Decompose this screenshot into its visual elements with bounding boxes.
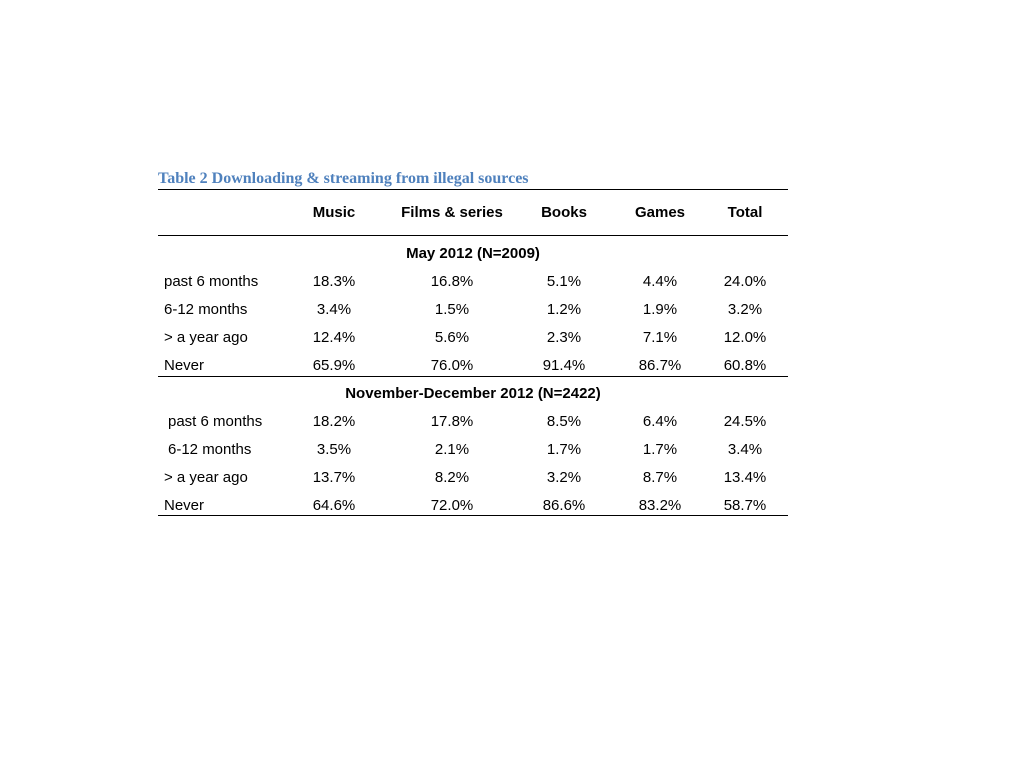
table-cell: 8.5% [546,413,582,430]
header-bottom-rule [158,235,788,236]
section-divider-rule [158,376,788,377]
row-label: past 6 months [168,413,263,430]
table-cell: 3.4% [316,301,352,318]
table-cell: 58.7% [723,497,767,514]
table-cell: 1.7% [546,441,582,458]
table-cell: 86.7% [638,357,682,374]
table-cell: 64.6% [312,497,356,514]
table-cell: 13.4% [723,469,767,486]
table-cell: 7.1% [642,329,678,346]
table-cell: 4.4% [642,273,678,290]
table-row [158,408,788,436]
section-title-may-2012: May 2012 (N=2009) [406,245,540,262]
table-top-rule [158,189,788,190]
table-cell: 76.0% [430,357,474,374]
table-cell: 18.2% [312,413,356,430]
column-header-total: Total [727,204,763,221]
table-cell: 17.8% [430,413,474,430]
table-caption: Table 2 Downloading & streaming from illegal sources [158,170,529,187]
row-label: past 6 months [164,273,259,290]
table-cell: 86.6% [542,497,586,514]
row-label: Never [164,497,205,514]
row-label: 6-12 months [164,301,248,318]
table-row [158,464,788,492]
table-cell: 2.3% [546,329,582,346]
column-header-music: Music [312,204,356,221]
table-cell: 18.3% [312,273,356,290]
table-cell: 91.4% [542,357,586,374]
table-cell: 8.7% [642,469,678,486]
column-header-games: Games [634,204,686,221]
table-cell: 83.2% [638,497,682,514]
row-label: > a year ago [164,469,248,486]
table-cell: 60.8% [723,357,767,374]
table-cell: 1.5% [434,301,470,318]
table-cell: 1.9% [642,301,678,318]
table-cell: 65.9% [312,357,356,374]
table-cell: 72.0% [430,497,474,514]
table-row [158,296,788,324]
section-title-nov-dec-2012: November-December 2012 (N=2422) [345,385,601,402]
table-cell: 2.1% [434,441,470,458]
table-cell: 8.2% [434,469,470,486]
table-cell: 24.0% [723,273,767,290]
table-cell: 16.8% [430,273,474,290]
table-row [158,436,788,464]
table-cell: 3.2% [546,469,582,486]
table-cell: 1.7% [642,441,678,458]
table-cell: 24.5% [723,413,767,430]
table-cell: 5.1% [546,273,582,290]
table-cell: 13.7% [312,469,356,486]
header-row [158,199,788,227]
table-cell: 3.2% [727,301,763,318]
table-cell: 6.4% [642,413,678,430]
table-cell: 3.5% [316,441,352,458]
table-cell: 5.6% [434,329,470,346]
row-label: 6-12 months [168,441,252,458]
table-cell: 12.4% [312,329,356,346]
table-row [158,324,788,352]
column-header-films-series: Films & series [401,204,503,221]
table-row [158,268,788,296]
row-label: Never [164,357,205,374]
row-label: > a year ago [164,329,248,346]
table-cell: 1.2% [546,301,582,318]
table-cell: 3.4% [727,441,763,458]
table-cell: 12.0% [723,329,767,346]
table-bottom-rule [158,515,788,516]
column-header-books: Books [541,204,587,221]
